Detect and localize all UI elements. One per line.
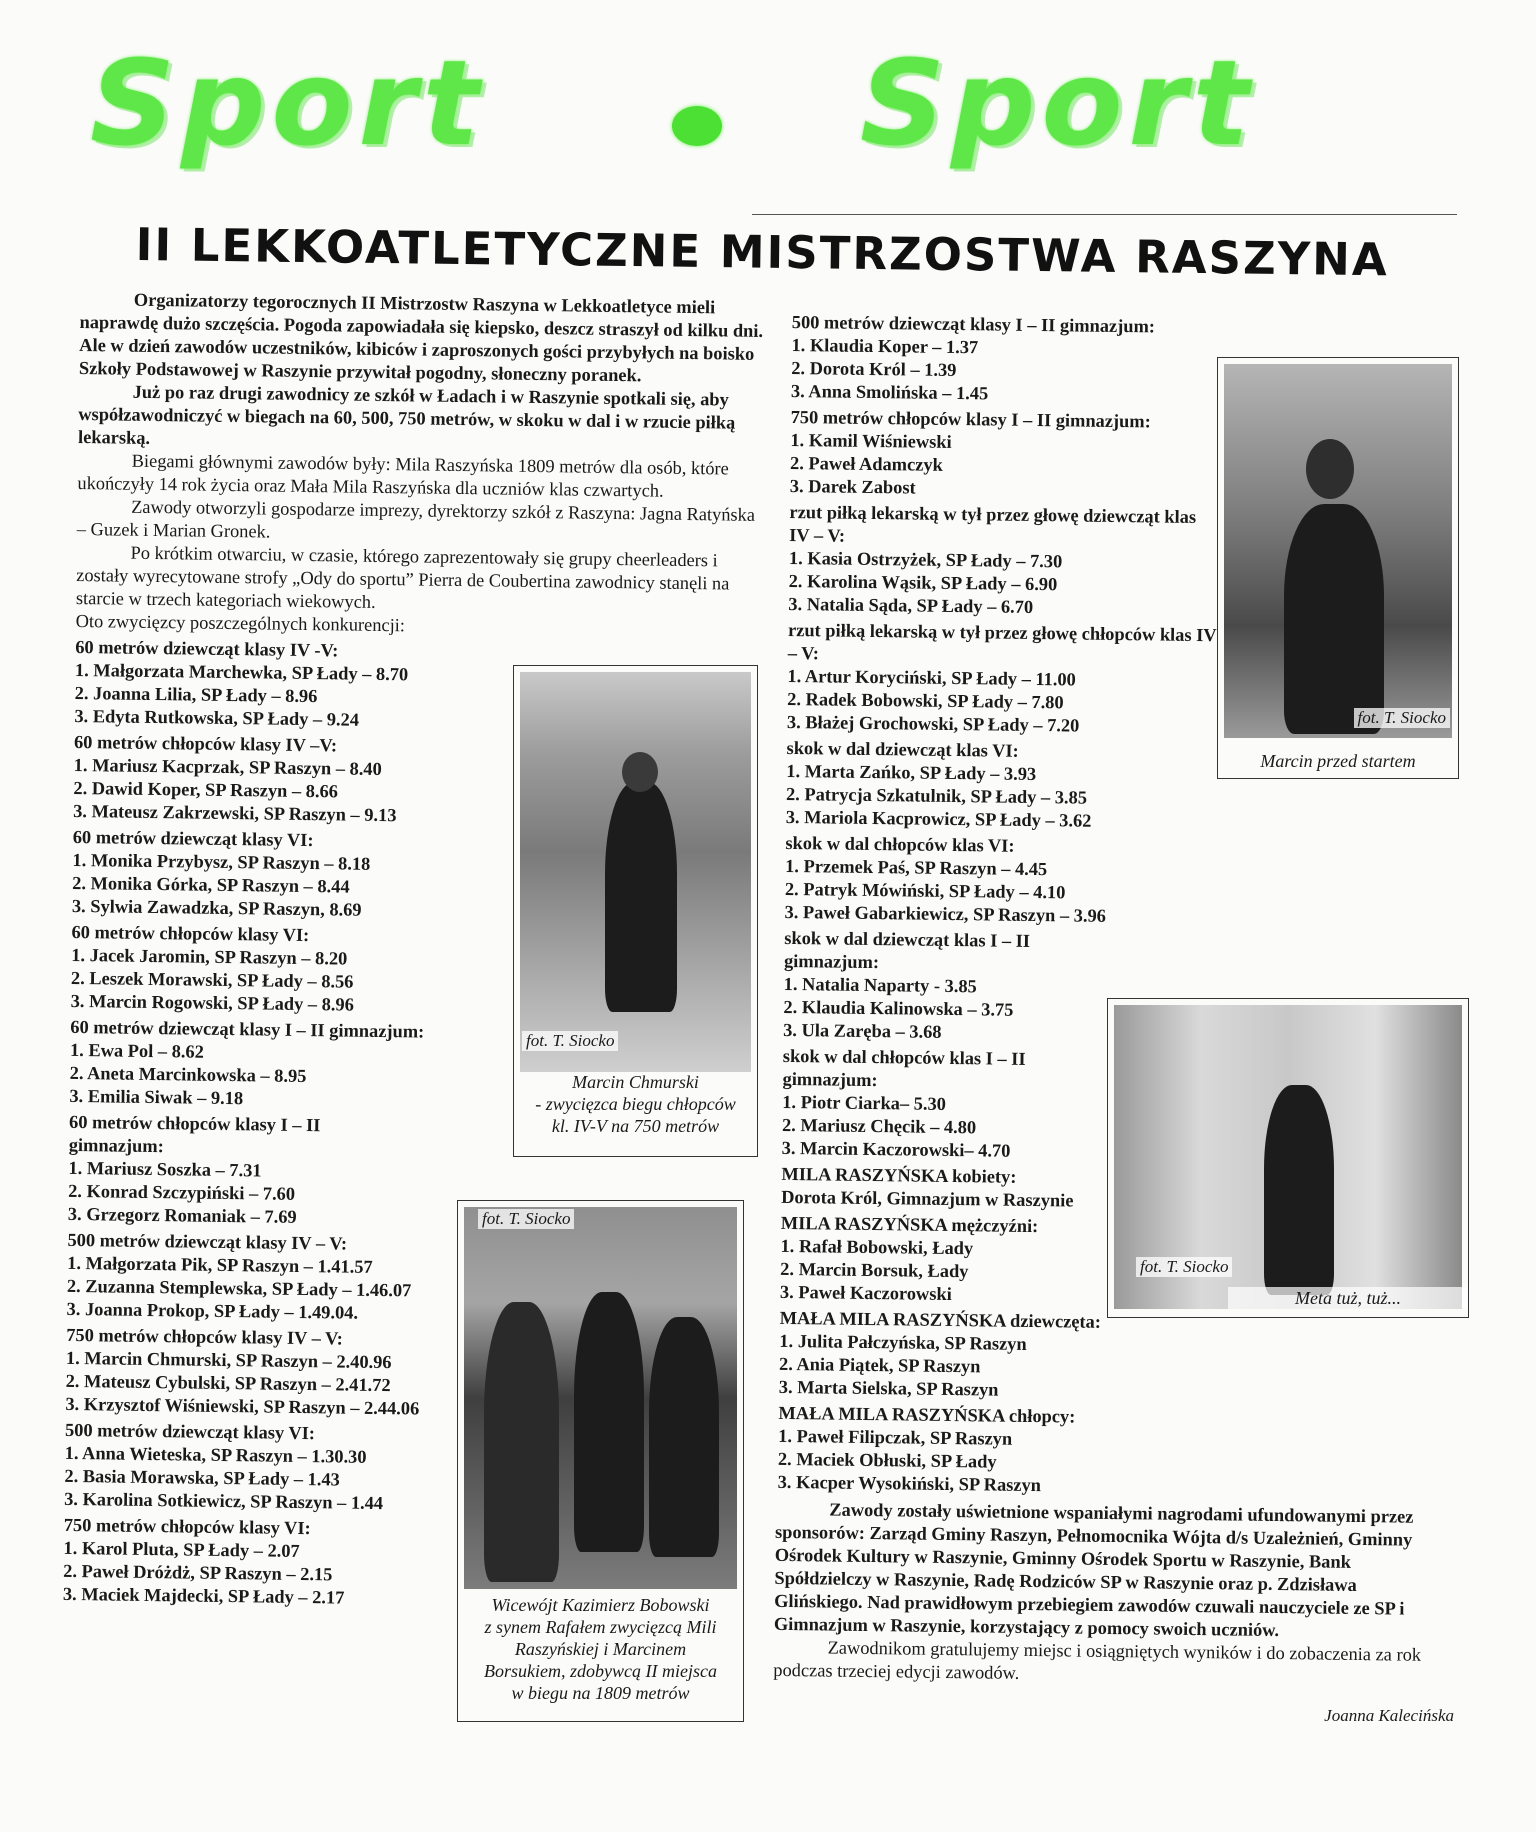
- result-item: 2. Karolina Wąsik, SP Łady – 6.90: [788, 570, 1058, 595]
- result-item: 1. Ewa Pol – 8.62: [69, 1039, 205, 1062]
- result-item: 1. Przemek Paś, SP Raszyn – 4.45: [785, 855, 1048, 880]
- result-item: 1. Artur Koryciński, SP Łady – 11.00: [787, 665, 1076, 690]
- result-heading: 60 metrów chłopców klasy IV –V:: [73, 731, 338, 756]
- result-heading: 60 metrów dziewcząt klasy IV -V:: [75, 636, 339, 661]
- result-item: 1. Mariusz Kacprzak, SP Raszyn – 8.40: [73, 754, 382, 779]
- result-item: 2. Mateusz Cybulski, SP Raszyn – 2.41.72: [65, 1370, 391, 1396]
- intro-paragraph-5: Po krótkim otwarciu, w czasie, którego zaprezentowały się grupy cheerleaders i zostały wyrecytowane strofy „Ody do sportu” Pierra de Coubertina zawodnicy stanęli na starcie w trzech kategoriach wiekowych.: [75, 542, 730, 612]
- result-item: 2. Maciek Obłuski, SP Łady: [777, 1448, 997, 1472]
- result-heading: 750 metrów chłopców klasy IV – V:: [66, 1324, 343, 1349]
- result-item: 3. Karolina Sotkiewicz, SP Raszyn – 1.44: [64, 1488, 384, 1514]
- intro-paragraph-2: Już po raz drugi zawodnicy ze szkół w Ładach i w Raszynie spotkali się, aby współzawodniczyć w biegach na 60, 500, 750 metrów, w skoku w dal i w rzucie piłką lekarską.: [77, 381, 736, 448]
- result-item: 2. Basia Morawska, SP Łady – 1.43: [64, 1465, 340, 1490]
- result-heading: 750 metrów chłopców klasy VI:: [63, 1514, 311, 1539]
- result-item: 1. Julita Pałczyńska, SP Raszyn: [779, 1330, 1027, 1354]
- result-item: 3. Paweł Gabarkiewicz, SP Raszyn – 3.96: [784, 901, 1107, 926]
- result-heading: MILA RASZYŃSKA mężczyźni:: [780, 1212, 1039, 1237]
- photo-credit: fot. T. Siocko: [1354, 708, 1450, 728]
- result-heading: 500 metrów dziewcząt klasy I – II gimnazjum:: [791, 311, 1156, 337]
- result-heading: skok w dal dziewcząt klas VI:: [786, 737, 1019, 761]
- result-heading: MAŁA MILA RASZYŃSKA chłopcy:: [778, 1402, 1076, 1427]
- caption-line: Marcin Chmurski: [572, 1072, 699, 1092]
- result-item: 2. Leszek Morawski, SP Łady – 8.56: [70, 967, 354, 992]
- result-item: 3. Joanna Prokop, SP Łady – 1.49.04.: [66, 1298, 359, 1323]
- caption-line: Wicewójt Kazimierz Bobowski: [491, 1595, 710, 1615]
- intro-paragraph-6: Oto zwycięzcy poszczególnych konkurencji:: [75, 610, 406, 636]
- result-item: 2. Marcin Borsuk, Łady: [780, 1258, 969, 1282]
- masthead-word-right: Sport: [860, 34, 1256, 172]
- caption-line: - zwycięzca biegu chłopców: [535, 1094, 736, 1114]
- result-item: Dorota Król, Gimnazjum w Raszynie: [781, 1186, 1074, 1211]
- result-item: 1. Paweł Filipczak, SP Raszyn: [778, 1425, 1013, 1449]
- result-item: 2. Monika Górka, SP Raszyn – 8.44: [72, 872, 350, 897]
- article-headline: II LEKKOATLETYCZNE MISTRZOSTWA RASZYNA: [135, 218, 1390, 287]
- caption-line: w biegu na 1809 metrów: [511, 1683, 690, 1703]
- result-heading: 750 metrów chłopców klasy I – II gimnazjum:: [790, 406, 1151, 432]
- result-item: 2. Joanna Lilia, SP Łady – 8.96: [74, 682, 318, 707]
- photo-marcin-przed-startem: [1217, 357, 1459, 779]
- result-item: 1. Klaudia Koper – 1.37: [791, 334, 979, 358]
- photo-image: [520, 672, 751, 1072]
- result-item: 2. Ania Piątek, SP Raszyn: [778, 1353, 981, 1377]
- photo-caption: Meta tuż, tuż...: [1228, 1287, 1468, 1309]
- caption-line: Borsukiem, zdobywcą II miejsca: [484, 1661, 717, 1681]
- result-item: 1. Kamil Wiśniewski: [790, 429, 952, 452]
- caption-line: z synem Rafałem zwycięzcą Mili: [484, 1617, 717, 1637]
- runner-figure: [1284, 504, 1384, 734]
- result-item: 3. Ula Zaręba – 3.68: [783, 1019, 942, 1042]
- result-heading: rzut piłką lekarską w tył przez głowę chłopców klas IV – V:: [787, 619, 1217, 664]
- runner-figure: [605, 782, 677, 1012]
- masthead-word-left: Sport: [90, 34, 486, 172]
- result-heading: MILA RASZYŃSKA kobiety:: [781, 1163, 1017, 1187]
- result-item: 2. Radek Bobowski, SP Łady – 7.80: [787, 688, 1064, 713]
- closing-block: [773, 1498, 1435, 1690]
- result-item: 2. Zuzanna Stemplewska, SP Łady – 1.46.07: [66, 1275, 412, 1301]
- intro-paragraph-3: Biegami głównymi zawodów były: Mila Raszyńska 1809 metrów dla osób, które ukończyły 14 rok życia oraz Mała Mila Raszyńska dla uczniów klas czwartych.: [77, 450, 729, 501]
- result-item: 2. Aneta Marcinkowska – 8.95: [69, 1062, 307, 1087]
- result-item: 2. Dorota Król – 1.39: [791, 357, 957, 381]
- result-heading: skok w dal chłopców klas VI:: [785, 832, 1015, 856]
- photo-caption: [514, 1071, 757, 1137]
- photo-credit: fot. T. Siocko: [1136, 1257, 1232, 1277]
- runner-head: [622, 752, 658, 792]
- result-item: 1. Marta Zańko, SP Łady – 3.93: [786, 760, 1037, 785]
- man-figure: [484, 1302, 559, 1582]
- result-item: 3. Kacper Wysokiński, SP Raszyn: [777, 1471, 1042, 1496]
- result-heading: 60 metrów dziewcząt klasy I – II gimnazjum:: [70, 1016, 425, 1042]
- closing-paragraph: Zawody zostały uświetnione wspaniałymi nagrodami ufundowanymi przez sponsorów: Zarząd Gminy Raszyn, Pełnomocnika Wójta d/s Uzależnień, Gminny Ośrodek Kultury w Raszynie, Gminny Ośrodek Sportu w Raszynie, Bank Spółdzielczy w Raszynie, Radę Rodziców SP w Raszynie oraz p. Zdzisława Glińskiego. Nad prawidłowym przebiegiem zawodów czuwali nauczyciele ze SP i Gimnazjum w Raszynie, korzystający z pomocy swoich uczniów.: [773, 1499, 1414, 1641]
- result-heading: skok w dal chłopców klas I – II gimnazjum:: [782, 1045, 1026, 1091]
- result-item: 1. Małgorzata Pik, SP Raszyn – 1.41.57: [67, 1252, 373, 1277]
- header-rule: [752, 214, 1457, 215]
- result-item: 3. Mateusz Zakrzewski, SP Raszyn – 9.13: [73, 800, 397, 826]
- intro-paragraph-4: Zawody otworzyli gospodarze imprezy, dyrektorzy szkół z Raszyna: Jagna Ratyńska – Guzek i Marian Gronek.: [76, 496, 756, 542]
- result-item: 3. Grzegorz Romaniak – 7.69: [67, 1203, 297, 1227]
- result-item: 1. Piotr Ciarka– 5.30: [782, 1091, 947, 1114]
- caption-line: kl. IV-V na 750 metrów: [551, 1116, 720, 1136]
- photo-image: [464, 1207, 737, 1589]
- result-item: 2. Paweł Adamczyk: [789, 452, 943, 475]
- result-item: 1. Anna Wieteska, SP Raszyn – 1.30.30: [64, 1442, 367, 1467]
- result-item: 3. Krzysztof Wiśniewski, SP Raszyn – 2.44.06: [65, 1393, 420, 1419]
- photo-caption: [458, 1594, 743, 1704]
- result-item: 2. Dawid Koper, SP Raszyn – 8.66: [73, 777, 339, 802]
- masthead: [72, 24, 1352, 174]
- result-item: 3. Paweł Kaczorowski: [779, 1281, 952, 1305]
- result-item: 3. Sylwia Zawadzka, SP Raszyn, 8.69: [71, 895, 362, 920]
- result-heading: 500 metrów dziewcząt klasy VI:: [64, 1419, 316, 1444]
- result-item: 2. Mariusz Chęcik – 4.80: [781, 1114, 977, 1138]
- result-heading: 60 metrów chłopców klasy I – II gimnazjum:: [68, 1111, 321, 1157]
- result-item: 3. Błażej Grochowski, SP Łady – 7.20: [786, 711, 1080, 736]
- result-heading: MAŁA MILA RASZYŃSKA dziewczęta:: [779, 1307, 1102, 1332]
- result-item: 3. Natalia Sąda, SP Łady – 6.70: [788, 593, 1034, 617]
- result-item: 3. Marcin Rogowski, SP Łady – 8.96: [70, 990, 354, 1015]
- result-item: 2. Patrycja Szkatulnik, SP Łady – 3.85: [785, 783, 1088, 808]
- result-item: 2. Konrad Szczypiński – 7.60: [68, 1180, 296, 1204]
- result-item: 3. Maciek Majdecki, SP Łady – 2.17: [62, 1583, 345, 1608]
- result-item: 1. Karol Pluta, SP Łady – 2.07: [63, 1537, 300, 1561]
- result-item: 3. Darek Zabost: [789, 475, 916, 498]
- photo-meta: [1107, 998, 1469, 1318]
- runner-figure: [1264, 1085, 1334, 1295]
- result-item: 1. Monika Przybysz, SP Raszyn – 8.18: [72, 849, 371, 874]
- photo-marcin-chmurski: [513, 665, 758, 1157]
- left-results: [63, 636, 456, 1611]
- boy-figure: [649, 1317, 719, 1557]
- result-heading: skok w dal dziewcząt klas I – II gimnazjum:: [783, 927, 1031, 973]
- result-item: 3. Marta Sielska, SP Raszyn: [778, 1376, 999, 1400]
- result-item: 1. Marcin Chmurski, SP Raszyn – 2.40.96: [65, 1347, 392, 1373]
- result-item: 3. Emilia Siwak – 9.18: [69, 1085, 244, 1109]
- result-item: 2. Patryk Mówiński, SP Łady – 4.10: [784, 878, 1066, 903]
- result-item: 3. Edyta Rutkowska, SP Łady – 9.24: [74, 705, 360, 730]
- closing-congrats: Zawodnikom gratulujemy miejsc i osiągniętych wyników i do zobaczenia za rok podczas trzeciej edycji zawodów.: [773, 1637, 1422, 1683]
- result-item: 3. Marcin Kaczorowski– 4.70: [781, 1137, 1011, 1161]
- photo-credit: fot. T. Siocko: [522, 1031, 618, 1051]
- result-item: 3. Anna Smolińska – 1.45: [790, 380, 989, 404]
- result-item: 2. Paweł Dróżdż, SP Raszyn – 2.15: [63, 1560, 333, 1585]
- boy-figure: [574, 1292, 644, 1552]
- photo-image: [1224, 364, 1452, 738]
- result-item: 2. Klaudia Kalinowska – 3.75: [783, 996, 1014, 1020]
- result-heading: 500 metrów dziewcząt klasy IV – V:: [67, 1229, 348, 1254]
- masthead-bullet: [672, 106, 722, 146]
- caption-line: Raszyńskiej i Marcinem: [514, 1639, 687, 1659]
- result-item: 3. Mariola Kacprowicz, SP Łady – 3.62: [785, 806, 1092, 831]
- result-item: 1. Jacek Jaromin, SP Raszyn – 8.20: [71, 944, 348, 969]
- result-item: 1. Małgorzata Marchewka, SP Łady – 8.70: [74, 659, 409, 685]
- author-signature: Joanna Kalecińska: [1324, 1706, 1454, 1725]
- result-item: 1. Rafał Bobowski, Łady: [780, 1235, 974, 1259]
- photo-credit: fot. T. Siocko: [478, 1209, 574, 1229]
- result-heading: 60 metrów dziewcząt klasy VI:: [72, 826, 314, 851]
- result-item: 1. Mariusz Soszka – 7.31: [68, 1157, 262, 1181]
- result-item: 1. Natalia Naparty - 3.85: [783, 973, 977, 997]
- result-heading: 60 metrów chłopców klasy VI:: [71, 921, 310, 946]
- runner-head: [1306, 439, 1354, 499]
- intro-paragraph-1: Organizatorzy tegorocznych II Mistrzostw Raszyna w Lekkoatletyce mieli naprawdę dużo szczęścia. Pogoda zapowiadała się kiepsko, deszcz straszył od kilku dni. Ale w dzień zawodów uczestników, kibiców i zaproszonych gości przybyłych na boisko Szkoły Podstawowej w Raszynie przywitał pogodny, słoneczny poranek.: [78, 289, 764, 386]
- result-item: 1. Kasia Ostrzyżek, SP Łady – 7.30: [788, 547, 1063, 572]
- result-heading: rzut piłką lekarską w tył przez głowę dziewcząt klas IV – V:: [789, 501, 1197, 546]
- photo-wicewojt: [457, 1200, 744, 1722]
- photo-caption: Marcin przed startem: [1260, 751, 1416, 771]
